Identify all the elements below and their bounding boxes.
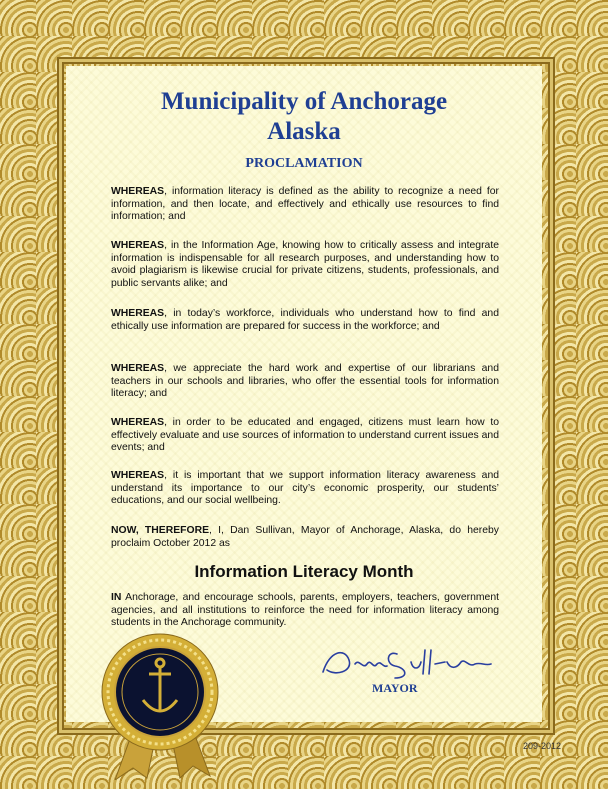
proclamation-heading: PROCLAMATION — [245, 156, 363, 171]
proclaimed-month-title: Information Literacy Month — [194, 562, 414, 581]
paragraph-text: , information literacy is defined as the ability to recognize a need for information, and then locate, and effectively and ethically use resources to find information; and — [111, 186, 499, 223]
paragraph-lead: WHEREAS — [111, 186, 165, 197]
whereas-paragraph-6 — [111, 470, 499, 508]
document-number: 209-2012 — [523, 741, 562, 751]
paragraph-text: , I, Dan Sullivan, Mayor of Anchorage, Alaska, do hereby proclaim October 2012 as — [111, 525, 499, 549]
paragraph-lead: IN — [111, 592, 122, 603]
paragraph-lead: WHEREAS — [111, 363, 165, 374]
paragraph-text: , it is important that we support information literacy awareness and understand its importance to our city’s economic prosperity, our students’ educations, and our social wellbeing. — [111, 470, 499, 507]
paragraph-lead: WHEREAS — [111, 240, 165, 251]
whereas-paragraph-5 — [111, 417, 499, 455]
paragraph-lead: WHEREAS — [111, 308, 165, 319]
whereas-paragraph-2 — [111, 240, 499, 290]
paragraph-lead: NOW, THEREFORE — [111, 525, 210, 536]
paragraph-lead: WHEREAS — [111, 417, 165, 428]
closing-paragraph — [111, 592, 499, 630]
mayor-title: MAYOR — [372, 681, 418, 695]
mayor-signature — [315, 642, 495, 684]
title-municipality: Municipality of Anchorage — [160, 88, 448, 115]
paragraph-text: , in today’s workforce, individuals who understand how to find and ethically use information are prepared for success in the workforce; and — [111, 308, 499, 332]
paragraph-text: , we appreciate the hard work and expertise of our librarians and teachers in our schools and libraries, who offer the essential tools for information literacy; and — [111, 363, 499, 400]
whereas-paragraph-3 — [111, 308, 499, 333]
paragraph-text: , in order to be educated and engaged, citizens must learn how to effectively evaluate and use sources of information to understand current issues and events; and — [111, 417, 499, 454]
whereas-paragraph-1 — [111, 186, 499, 224]
official-seal — [95, 630, 225, 780]
paragraph-text: , in the Information Age, knowing how to critically assess and integrate information is indispensable for all research purposes, and understanding how to avoid plagiarism is likewise crucial for private citizens, students, professionals, and public servants alike; and — [111, 240, 499, 289]
therefore-paragraph — [111, 525, 499, 550]
paragraph-lead: WHEREAS — [111, 470, 165, 481]
title-state: Alaska — [267, 118, 341, 145]
paragraph-text: Anchorage, and encourage schools, parents, employers, teachers, government agencies, and all institutions to reinforce the need for information literacy among students in the Anchorage community. — [111, 592, 499, 629]
whereas-paragraph-4 — [111, 363, 499, 401]
